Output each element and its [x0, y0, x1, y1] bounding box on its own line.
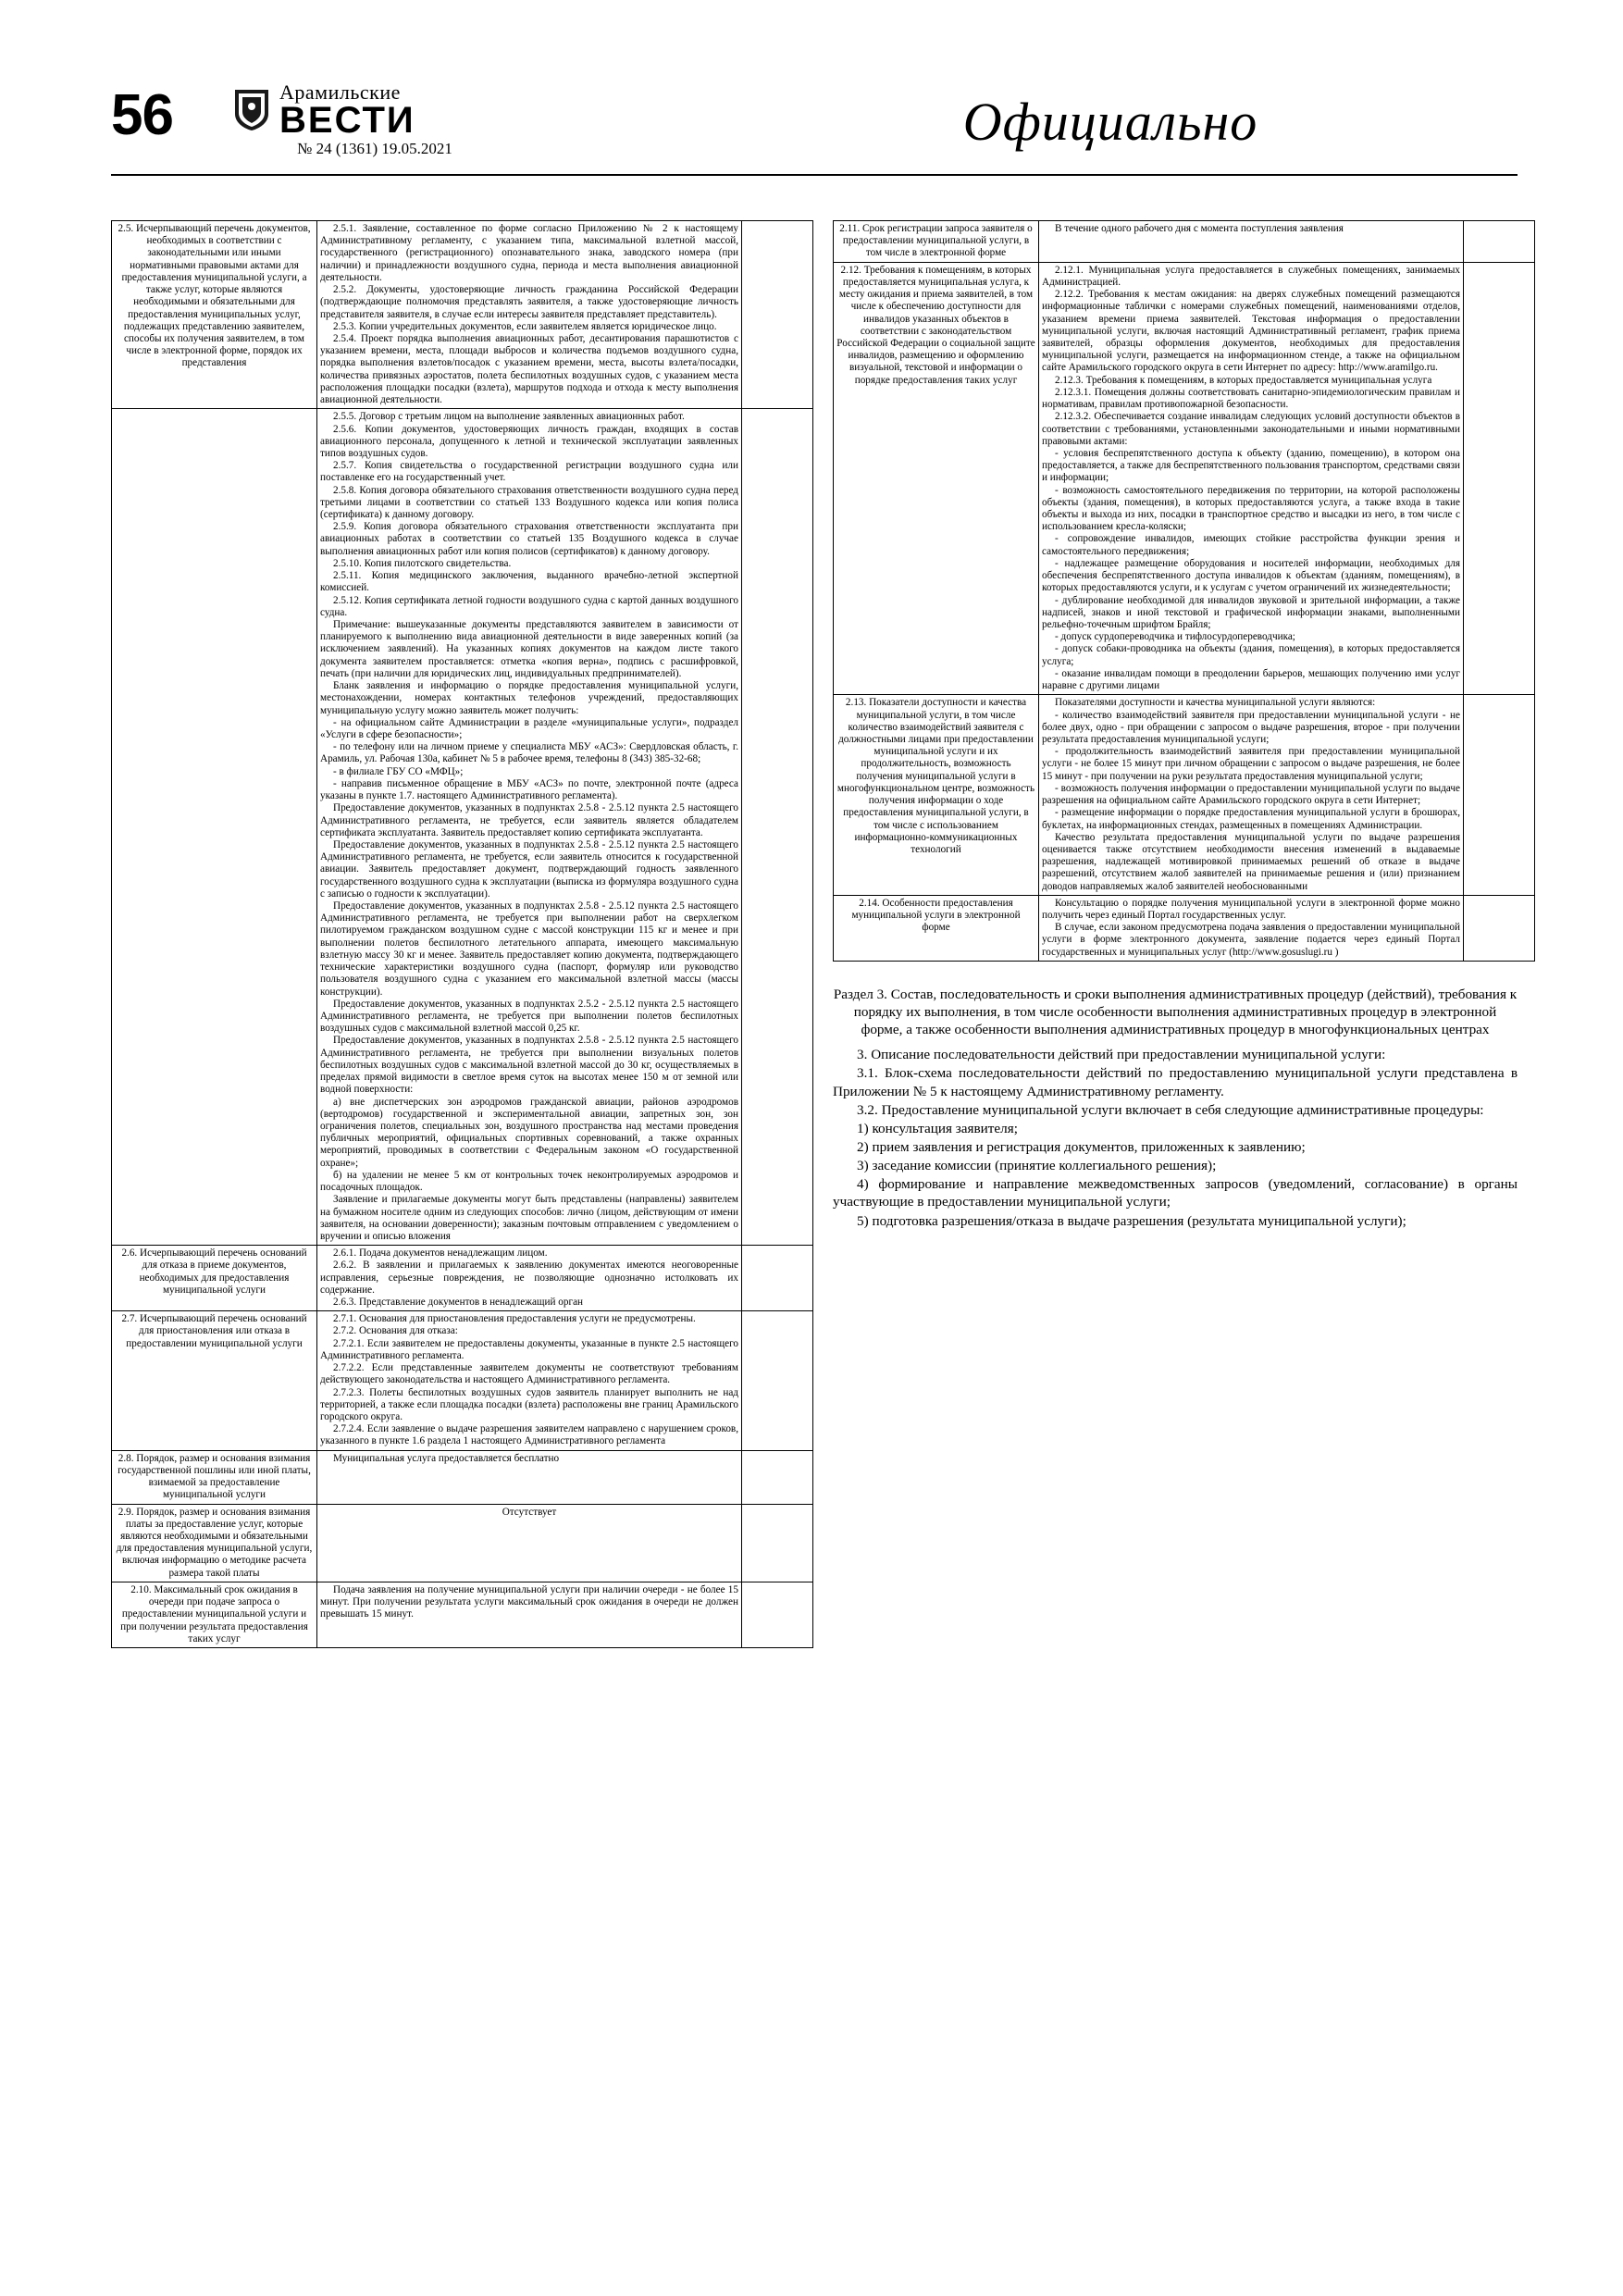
table-row	[834, 695, 1535, 896]
table-row	[112, 1311, 813, 1450]
section-3-block	[833, 986, 1518, 1230]
row-requirement-label	[112, 409, 317, 1246]
logo-line-2: ВЕСТИ	[279, 99, 415, 141]
row-note-cell	[742, 1246, 813, 1311]
row-requirement-label: 2.7. Исчерпывающий перечень оснований для приостановления или отказа в предоставлении муниципальной услуги	[112, 1311, 317, 1450]
row-requirement-content: 2.6.1. Подача документов ненадлежащим лицом. 2.6.2. В заявлении и прилагаемых к заявлению документах имеются неоговоренные исправления, серьезные повреждения, не позволяющие однозначно истолковать их содержание. 2.6.3. Представление документов в ненадлежащий орган	[317, 1246, 742, 1311]
regulation-table-right	[833, 220, 1535, 962]
row-requirement-content: В течение одного рабочего дня с момента поступления заявления	[1039, 221, 1464, 263]
row-requirement-label: 2.13. Показатели доступности и качества муниципальной услуги, в том числе количество взаимодействий заявителя с должностными лицами при предоставлении муниципальной услуги и их продолжительность, возможность получения муниципальной услуги в многофункциональном центре, возможность получения информации о ходе предоставления муниципальной услуги, в том числе с использованием информационно-коммуникационных технологий	[834, 695, 1039, 896]
page-number: 56	[111, 83, 173, 147]
row-note-cell	[1464, 695, 1535, 896]
right-column	[833, 220, 1518, 1231]
row-requirement-label: 2.14. Особенности предоставления муниципальной услуги в электронной форме	[834, 895, 1039, 961]
masthead-divider	[111, 174, 1518, 176]
section-3-paragraph: 3. Описание последовательности действий при предоставлении муниципальной услуги:	[857, 1047, 1386, 1063]
section-3-paragraph: 1) консультация заявителя;	[857, 1120, 1018, 1136]
table-row	[112, 1582, 813, 1647]
row-requirement-label: 2.11. Срок регистрации запроса заявителя о предоставлении муниципальной услуги, в том числе в электронной форме	[834, 221, 1039, 263]
section-3-paragraph: 4) формирование и направление межведомственных запросов (уведомлений, согласование) в органы участвующие в предоставлении муниципальной услуги;	[833, 1176, 1518, 1210]
row-requirement-content: Отсутствует	[317, 1504, 742, 1582]
logo-wordmark	[279, 81, 415, 141]
row-requirement-label: 2.12. Требования к помещениям, в которых предоставляется муниципальная услуга, к месту ожидания и приема заявителей, в том числе к обеспечению доступности для инвалидов указанных объектов в соответствии с законодательством Российской Федерации о социальной защите инвалидов, размещению и оформлению визуальной, текстовой и информации о порядке предоставления таких услуг	[834, 262, 1039, 695]
left-column	[111, 220, 796, 1648]
row-requirement-content: 2.12.1. Муниципальная услуга предоставляется в служебных помещениях, занимаемых Администрацией. 2.12.2. Требования к местам ожидания: на дверях служебных помещений размещаются информационные таблички с номерами служебных помещений, наименованиями отделов, указанием времени приема заявителей. Текстовая информация о предоставлении муниципальной услуги, включая настоящий Административный регламент, график приема заявителей, образцы оформления документов, необходимых для предоставления муниципальной услуги, размещается на информационном стенде, а также на официальном сайте Арамильского городского округа в сети Интернет по адресу: http://www.aramilgo.ru. 2.12.3. Требования к помещениям, в которых предоставляется муниципальная услуга 2.12.3.1. Помещения должны соответствовать санитарно-эпидемиологическим правилам и нормативам, правилам противопожарной безопасности. 2.12.3.2. Обеспечивается создание инвалидам следующих условий доступности объектов в соответствии с требованиями, установленными законодательными и иными нормативными правовыми актами: - условия беспрепятственного доступа к объекту (зданию, помещению), в котором она предоставляется, а также для беспрепятственного пользования транспортом, средствами связи и информации; - возможность самостоятельного передвижения по территории, на которой расположены объекты (здания, помещения), в которых предоставляются услуга, а также входа в такие объекты и выхода из них, посадки в транспортное средство и высадки из него, в том числе с использованием кресла-коляски; - сопровождение инвалидов, имеющих стойкие расстройства функции зрения и самостоятельного передвижения; - надлежащее размещение оборудования и носителей информации, необходимых для обеспечения беспрепятственного доступа инвалидов к объектам (зданиям, помещениям), в которых предоставляются услуги, и к услугам с учетом ограничений их жизнедеятельности; - дублирование необходимой для инвалидов звуковой и зрительной информации, а также надписей, знаков и иной текстовой и графической информации знаками, выполненными рельефно-точечным шрифтом Брайля; - допуск сурдопереводчика и тифлосурдопереводчика; - допуск собаки-проводника на объекты (здания, помещения), в которых предоставляется услуга; - оказание инвалидам помощи в преодолении барьеров, мешающих получению ими услуг наравне с другими лицами	[1039, 262, 1464, 695]
row-note-cell	[1464, 895, 1535, 961]
row-requirement-label: 2.9. Порядок, размер и основания взимания платы за предоставление услуг, которые являются необходимыми и обязательными для предоставления муниципальной услуги, включая информацию о методике расчета размера такой платы	[112, 1504, 317, 1582]
section-3-paragraph: 2) прием заявления и регистрация документов, приложенных к заявлению;	[857, 1139, 1306, 1156]
row-note-cell	[742, 1582, 813, 1647]
table-row	[834, 895, 1535, 961]
table-row	[834, 262, 1535, 695]
section-3-paragraph: 3.1. Блок-схема последовательности действий по предоставлению муниципальной услуги представлена в Приложении № 5 к настоящему Административному регламенту.	[833, 1065, 1518, 1099]
logo-line-1: Арамильские	[279, 81, 401, 104]
row-requirement-content: Показателями доступности и качества муниципальной услуги являются: - количество взаимодействий заявителя при предоставлении муниципальной услуги - не более двух, одно - при обращении с запросом о выдаче разрешения, второе - при получении результата предоставления муниципальной услуги; - продолжительность взаимодействий заявителя при предоставлении муниципальной услуги - не более 15 минут при личном обращении с запросом о выдаче разрешения, не более 15 минут - при получении на руки результата предоставления муниципальной услуги; - возможность получения информации о предоставлении муниципальной услуги по выдаче разрешения на официальном сайте Арамильского городского округа в сети Интернет; - размещение информации о порядке предоставления муниципальной услуги в брошюрах, буклетах, на информационных стендах, размещенных в помещениях Администрации. Качество результата предоставления муниципальной услуги по выдаче разрешения оценивается также отсутствием необходимости внесения изменений в выдаваемые разрешения, надлежащей мотивировкой принимаемых решений об отказе в выдаче разрешений, отсутствием жалоб заявителей на принимаемые решения и (или) признанием доводов направляемых жалоб заявителей необоснованными	[1039, 695, 1464, 896]
row-requirement-content: Подача заявления на получение муниципальной услуги при наличии очереди - не более 15 минут. При получении результата услуги максимальный срок ожидания в очереди не должен превышать 15 минут.	[317, 1582, 742, 1647]
section-3-paragraph: 3) заседание комиссии (принятие коллегиального решения);	[857, 1158, 1217, 1174]
issue-line: № 24 (1361) 19.05.2021	[297, 139, 452, 157]
table-row	[112, 1450, 813, 1504]
row-note-cell	[742, 1450, 813, 1504]
row-requirement-content: Консультацию о порядке получения муниципальной услуги в электронной форме можно получить через единый Портал государственных услуг. В случае, если законом предусмотрена подача заявления о предоставлении муниципальной услуги в форме электронного документа, заявление подается через единый Портал государственных и муниципальных услуг (http://www.gosuslugi.ru )	[1039, 895, 1464, 961]
row-note-cell	[742, 221, 813, 409]
row-note-cell	[1464, 262, 1535, 695]
row-note-cell	[742, 1311, 813, 1450]
row-requirement-content: Муниципальная услуга предоставляется бесплатно	[317, 1450, 742, 1504]
table-row	[112, 221, 813, 409]
section-3-header: Раздел 3. Состав, последовательность и сроки выполнения административных процедур (действий), требования к порядку их выполнения, в том числе особенности выполнения административных процедур в электронной форме, а также особенности выполнения административных процедур в многофункциональных центрах	[833, 986, 1518, 1038]
table-row	[112, 409, 813, 1246]
table-row	[112, 1246, 813, 1311]
row-requirement-label: 2.8. Порядок, размер и основания взимания государственной пошлины или иной платы, взимаемой за предоставление муниципальной услуги	[112, 1450, 317, 1504]
row-note-cell	[1464, 221, 1535, 263]
row-requirement-label: 2.5. Исчерпывающий перечень документов, необходимых в соответствии с законодательными или иными нормативными правовыми актами для предоставления муниципальной услуги, а также услуг, которые являются необходимыми и обязательными для предоставления муниципальных услуг, подлежащих представлению заявителем, способы их получения заявителем, в том числе в электронной форме, порядок их представления	[112, 221, 317, 409]
masthead	[111, 83, 1518, 190]
row-requirement-label: 2.10. Максимальный срок ожидания в очереди при подаче запроса о предоставлении муниципальной услуги и при получении результата предоставления таких услуг	[112, 1582, 317, 1647]
row-requirement-label: 2.6. Исчерпывающий перечень оснований для отказа в приеме документов, необходимых для предоставления муниципальной услуги	[112, 1246, 317, 1311]
table-row	[112, 1504, 813, 1582]
row-requirement-content: 2.5.1. Заявление, составленное по форме согласно Приложению № 2 к настоящему Административному регламенту, с указанием типа, максимальной взлетной массой, государственного (регистрационного) опознавательного знака, заводского номера (при наличии) и принадлежности воздушного судна, периода и места выполнения авиационной деятельности. 2.5.2. Документы, удостоверяющие личность гражданина Российской Федерации (подтверждающие полномочия представлять заявителя, а также удостоверяющие личность представителя заявителя, в случае если интересы заявителя представляет представитель). 2.5.3. Копии учредительных документов, если заявителем является юридическое лицо. 2.5.4. Проект порядка выполнения авиационных работ, десантирования парашютистов с указанием времени, места, площади выбросов и количества подъемов воздушного судна, порядка выполнения взлетов/посадок с указанием времени, места, высоты взлета/посадки, количества привязных аэростатов, полета беспилотных воздушных судов, с указанием места расположения площадки посадки (взлета), маршрутов подхода и отхода к месту выполнения авиационной деятельности.	[317, 221, 742, 409]
row-note-cell	[742, 409, 813, 1246]
row-note-cell	[742, 1504, 813, 1582]
section-title: Официально	[962, 92, 1258, 152]
newspaper-logo	[231, 83, 546, 158]
regulation-table-left	[111, 220, 813, 1648]
coat-of-arms-icon	[231, 88, 272, 132]
row-requirement-content: 2.7.1. Основания для приостановления предоставления услуги не предусмотрены. 2.7.2. Основания для отказа: 2.7.2.1. Если заявителем не предоставлены документы, указанные в пункте 2.5 настоящего Административного регламента. 2.7.2.2. Если представленные заявителем документы не соответствуют требованиям действующего законодательства и настоящего Административного регламента. 2.7.2.3. Полеты беспилотных воздушных судов заявитель планирует выполнить не над территорией, а также если площадка посадки (взлета) расположены вне границ Арамильского городского округа. 2.7.2.4. Если заявление о выдаче разрешения заявителем направлено с нарушением сроков, указанного в пункте 1.6 раздела 1 настоящего Административного регламента	[317, 1311, 742, 1450]
section-3-paragraph: 3.2. Предоставление муниципальной услуги включает в себя следующие административные процедуры:	[857, 1101, 1484, 1118]
table-row	[834, 221, 1535, 263]
section-3-paragraph: 5) подготовка разрешения/отказа в выдаче разрешения (результата муниципальной услуги);	[857, 1212, 1406, 1229]
row-requirement-content: 2.5.5. Договор с третьим лицом на выполнение заявленных авиационных работ. 2.5.6. Копии документов, удостоверяющих личность граждан, входящих в состав авиационного персонала, допущенного к летной и технической эксплуатации заявленных типов воздушных судов. 2.5.7. Копия свидетельства о государственной регистрации воздушного судна или поставленке его на государственный учет. 2.5.8. Копия договора обязательного страхования ответственности воздушного судна перед третьими лицами в соответствии со статьей 133 Воздушного кодекса или копия полиса (сертификата) к данному договору. 2.5.9. Копия договора обязательного страхования ответственности эксплуатанта при авиационных работах в соответствии со статьей 135 Воздушного кодекса в случае выполнения авиационных работ или копия полисов (сертификатов) к данному договору. 2.5.10. Копия пилотского свидетельства. 2.5.11. Копия медицинского заключения, выданного врачебно-летной экспертной комиссией. 2.5.12. Копия сертификата летной годности воздушного судна с картой данных воздушного судна. Примечание: вышеуказанные документы представляются заявителем в зависимости от планируемого к выполнению вида авиационной деятельности в виде заверенных копий (за исключением заявлений). На указанных копиях документов на каждом листе такого документа заявителем проставляется: отметка «копия верна», подпись с расшифровкой, печать (при наличии для юридических лиц, индивидуальных предпринимателей). Бланк заявления и информацию о порядке предоставления муниципальной услуги, местонахождении, номерах контактных телефонов учреждений, предоставляющих муниципальную услугу можно заявитель может получить: - на официальном сайте Администрации в разделе «муниципальные услуги», подраздел «Услуги в сфере безопасности»; - по телефону или на личном приеме у специалиста МБУ «АСЗ»: Свердловская область, г. Арамиль, ул. Рабочая 130а, кабинет № 5 в рабочее время, телефоны 8 (343) 385-32-68; - в филиале ГБУ СО «МФЦ»; - направив письменное обращение в МБУ «АСЗ» по почте, электронной почте (адреса указаны в пункте 1.7. настоящего Административного регламента). Предоставление документов, указанных в подпунктах 2.5.8 - 2.5.12 пункта 2.5 настоящего Административного регламента, не требуется, если заявитель является обладателем сертификата эксплуатанта. Заявитель предоставляет копию сертификата эксплуатанта. Предоставление документов, указанных в подпунктах 2.5.8 - 2.5.12 пункта 2.5 настоящего Административного регламента, не требуется, если заявитель относится к государственной авиации. Заявитель предоставляет документ, подтверждающий годность заявленного государственного воздушного судна к эксплуатации (выписка из формуляра воздушного судна с записью о годности к эксплуатации). Предоставление документов, указанных в подпунктах 2.5.8 - 2.5.12 пункта 2.5 настоящего Административного регламента, не требуется при выполнении работ на сверхлегком пилотируемом гражданском воздушном судне с массой конструкции 115 кг и менее и при выполнении полетов беспилотного летательного аппарата, имеющего максимальную взлетную массу 30 кг и менее. Заявитель предоставляет копию документа, подтверждающего технические характеристики воздушного судна (паспорт, формуляр или руководство пользователя воздушного судна с указанием его максимальной взлетной массы (массы конструкции). Предоставление документов, указанных в подпунктах 2.5.2 - 2.5.12 пункта 2.5 настоящего Административного регламента, не требуется при выполнении полетов беспилотных воздушных судов с максимальной взлетной массой 0,25 кг. Предоставление документов, указанных в подпунктах 2.5.8 - 2.5.12 пункта 2.5 настоящего Административного регламента, не требуется при выполнении визуальных полетов беспилотных воздушных судов с максимальной взлетной массой до 30 кг, осуществляемых в пределах прямой видимости в светлое время суток на высотах менее 150 м от земной или водной поверхности: а) вне диспетчерских зон аэродромов гражданской авиации, районов аэродромов (вертодромов) государственной и экспериментальной авиации, запретных зон, зон ограничения полетов, специальных зон, воздушного пространства над местами проведения публичных мероприятий, официальных спортивных соревнований, а также охранных мероприятий, проводимых в соответствии с Федеральным законом «О государственной охране»; б) на удалении не менее 5 км от контрольных точек неконтролируемых аэродромов и посадочных площадок. Заявление и прилагаемые документы могут быть представлены (направлены) заявителем на бумажном носителе одним из следующих способов: лично (лицом, действующим от имени заявителя, на основании доверенности); заказным почтовым отправлением с уведомлением о вручении и описью вложения	[317, 409, 742, 1246]
